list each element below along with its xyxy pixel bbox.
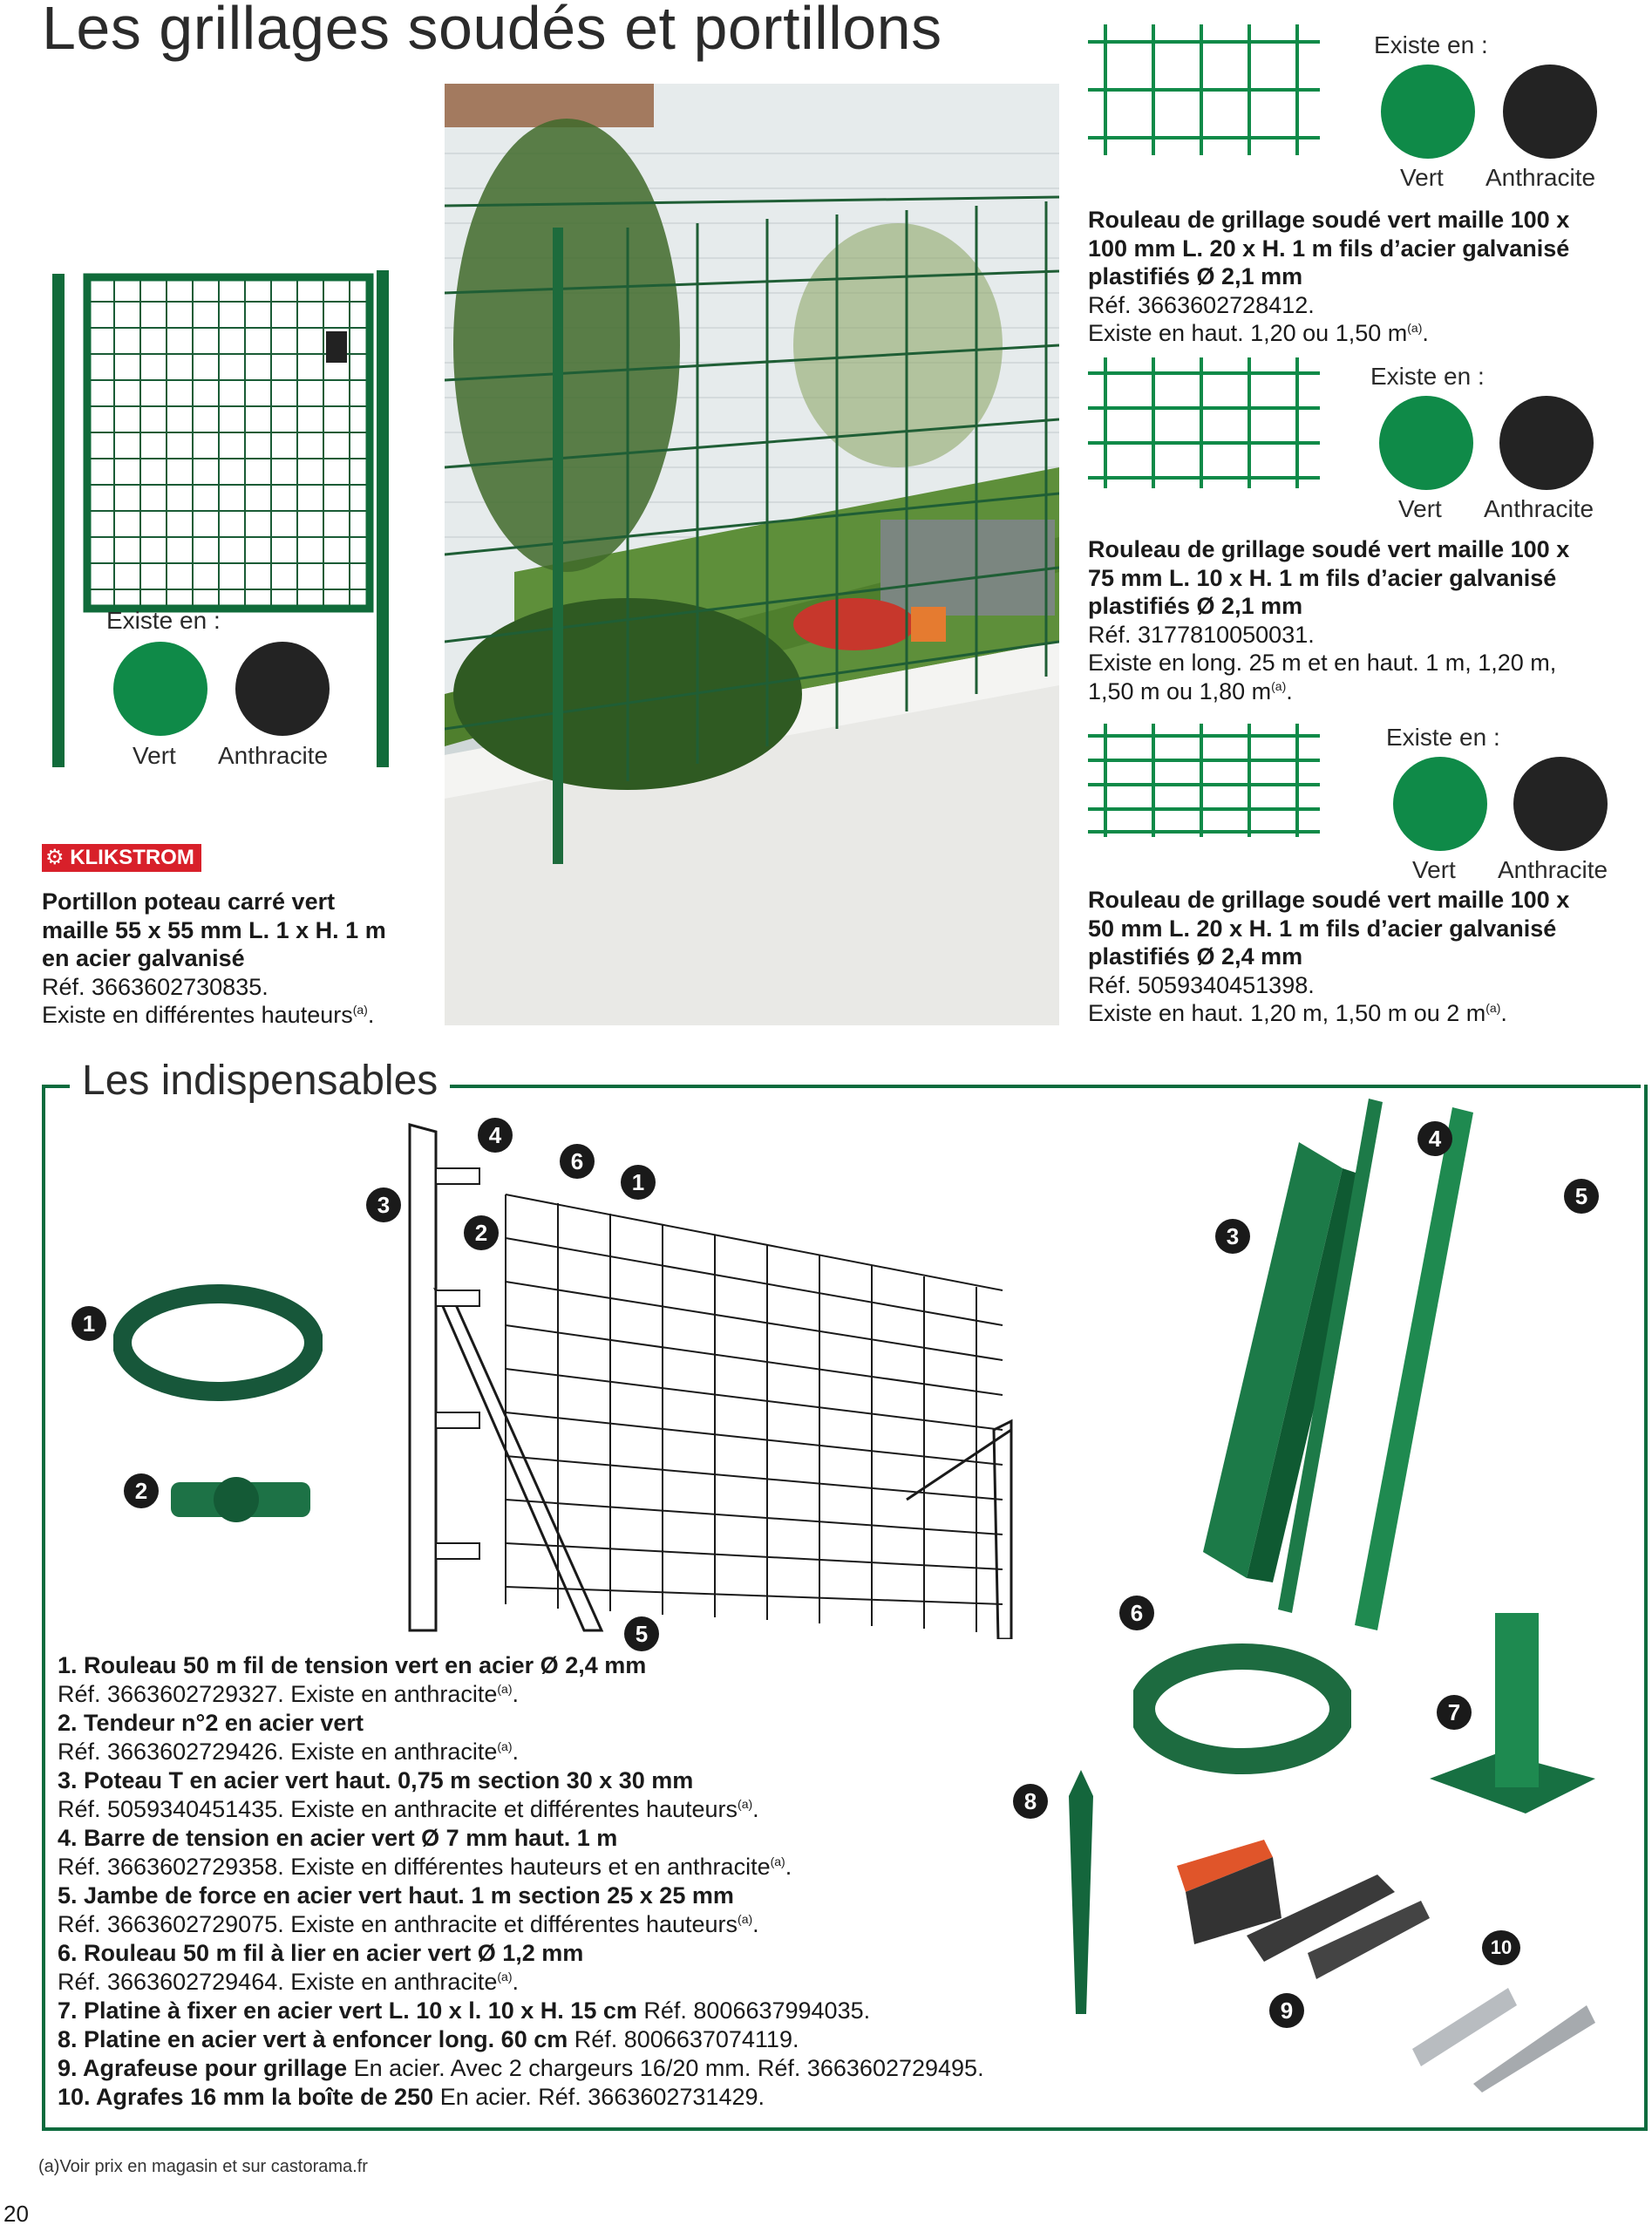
item-10-title: 10. Agrafes 16 mm la boîte de 250 [58,2084,434,2110]
badge-4-diagram: 4 [478,1118,513,1153]
gate-exists-label: Existe en : [106,607,221,634]
item-7-title: 7. Platine à fixer en acier vert L. 10 x l. 10 x H. 15 cm [58,1997,637,2024]
mesh2-line-3: plastifiés Ø 2,1 mm [1088,593,1303,619]
ground-spike-icon [1055,1770,1107,2014]
brand-icon: ⚙ [45,846,71,869]
mesh-100x100-icon [1088,24,1320,155]
footnote-mark: (a) [1271,678,1287,693]
mesh-100x50-icon [1088,724,1320,837]
mesh3-note: Existe en haut. 1,20 m, 1,50 m ou 2 m [1088,1000,1486,1026]
badge-1-diagram: 1 [621,1165,656,1200]
footnote-mark: (a) [352,1003,368,1017]
badge-9-product: 9 [1269,1993,1304,2028]
footnote-mark: (a) [738,1797,753,1811]
stapler-image [1168,1822,1430,1992]
item-7-ref: Réf. 8006637994035. [636,1997,871,2024]
badge-3-diagram: 3 [366,1187,401,1222]
item-9-title: 9. Agrafeuse pour grillage [58,2055,348,2081]
item-6-ref: Réf. 3663602729464. Existe en anthracite [58,1969,498,1995]
footnote-mark: (a) [497,1682,513,1696]
item-4-title: 4. Barre de tension en acier vert Ø 7 mm haut. 1 m [58,1825,618,1851]
footnote-mark: (a) [738,1912,753,1926]
mesh-sample-2 [1088,357,1320,493]
binding-wire-coil-icon [1133,1639,1351,1779]
mesh3-description: Rouleau de grillage soudé vert maille 100 x 50 mm L. 20 x H. 1 m fils d’acier galvanisé plastifiés Ø 2,4 mm Réf. 5059340451398. Existe en haut. 1,20 m, 1,50 m ou 2 $m^{(a)}$. [1088,886,1628,1028]
footnote: (a)Voir prix en magasin et sur castorama.fr [38,2157,368,2176]
mesh-100x75-icon [1088,357,1320,488]
gate-note: Existe en différentes hauteurs [42,1002,353,1028]
mesh3-line-3: plastifiés Ø 2,4 mm [1088,943,1303,970]
staples-icon [1412,1970,1630,2092]
mesh1-anthracite-swatch[interactable] [1503,65,1597,159]
mesh2-anthracite-swatch[interactable] [1499,396,1594,490]
gate-line-2: maille 55 x 55 mm L. 1 x H. 1 m [42,916,386,943]
tensioner-icon [162,1456,319,1543]
gate-image [49,267,401,771]
mesh3-ref: Réf. 5059340451398. [1088,971,1315,998]
item-4-ref: Réf. 3663602729358. Existe en différentes hauteurs et en anthracite [58,1854,771,1880]
badge-6-diagram: 6 [560,1144,595,1179]
item-8-title: 8. Platine en acier vert à enfoncer long. 60 cm [58,2026,568,2052]
mesh2-exists-label: Existe en : [1370,363,1485,390]
item-3-ref: Réf. 5059340451435. Existe en anthracite et différentes hauteurs [58,1796,738,1822]
mesh2-line-2: 75 mm L. 10 x H. 1 m fils d’acier galvanisé [1088,564,1557,591]
mesh1-color-vert: Vert [1400,164,1444,191]
fence-assembly-illustration [375,1116,1046,1639]
fence-diagram [375,1116,1046,1643]
mesh1-description: Rouleau de grillage soudé vert maille 100 x 100 mm L. 20 x H. 1 m fils d’acier galvanisé plastifiés Ø 2,1 mm Réf. 3663602728412. Existe en haut. 1,20 ou 1,50 $m^{(a)}$. [1088,206,1628,348]
mesh1-line-3: plastifiés Ø 2,1 mm [1088,263,1303,289]
mesh3-color-vert: Vert [1412,856,1456,883]
badge-5-product: 5 [1564,1179,1599,1214]
mesh2-color-anthracite: Anthracite [1484,495,1594,522]
mesh1-exists-label: Existe en : [1374,31,1488,58]
accessories-list: 1. Rouleau 50 m fil de tension vert en acier Ø 2,4 mm Réf. 3663602729327. Existe en anthracite$^{(a)}$. 2. Tendeur n°2 en acier vert Réf. 3663602729426. Existe en anthracite$^{(a)}$. 3. Poteau T en acier vert haut. 0,75 m section 30 x 30 mm Réf. 5059340451435. Existe en anthracite et différentes hauteurs$^{(a)}$. 4. Barre de tension en acier vert Ø 7 mm haut. 1 m Réf. 3663602729358. Existe en différentes hauteurs et en anthracite$^{(a)}$. 5. Jambe de force en acier vert haut. 1 m section 25 x 25 mm Réf. 3663602729075. Existe en anthracite et différentes hauteurs$^{(a)}$. 6. Rouleau 50 m fil à lier en acier vert Ø 1,2 mm Réf. 3663602729464. Existe en anthracite$^{(a)}$. 7. Platine à fixer en acier vert L. 10 x l. 10 x H. 15 cm Réf. 8006637994035. 8. Platine en acier vert à enfoncer long. 60 cm Réf. 8006637074119. 9. Agrafeuse pour grillage En acier. Avec 2 chargeurs 16/20 mm. Réf. 3663602729495. 10. Agrafes 16 mm la boîte de 250 En acier. Réf. 3663602731429. [58,1652,984,2110]
badge-2-product: 2 [124,1473,159,1508]
mesh1-line-2: 100 mm L. 20 x H. 1 m fils d’acier galvanisé [1088,235,1570,262]
mesh3-color-anthracite: Anthracite [1498,856,1608,883]
wire-roll-image [113,1282,323,1408]
mesh3-exists-label: Existe en : [1386,724,1500,751]
badge-6-product: 6 [1119,1596,1154,1630]
section-title: Les indispensables [70,1057,450,1105]
brace-icon [1343,1099,1482,1639]
footnote-mark: (a) [497,1970,513,1984]
item-5-ref: Réf. 3663602729075. Existe en anthracite et différentes hauteurs [58,1911,738,1937]
gate-line-3: en acier galvanisé [42,945,245,971]
mesh3-green-swatch[interactable] [1393,757,1487,851]
badge-5-diagram: 5 [624,1616,659,1651]
footnote-mark: (a) [770,1854,785,1868]
item-2-title: 2. Tendeur n°2 en acier vert [58,1710,364,1736]
badge-8-product: 8 [1013,1784,1048,1819]
badge-3-product: 3 [1215,1219,1250,1254]
item-2-ref: Réf. 3663602729426. Existe en anthracite [58,1739,498,1765]
gate-line-1: Portillon poteau carré vert [42,888,336,915]
garden-fence-illustration [445,84,1059,1025]
page-number: 20 [3,2201,29,2227]
footnote-mark: (a) [1485,1001,1501,1015]
badge-1-product: 1 [71,1306,106,1341]
footnote-mark: (a) [1407,321,1423,335]
mesh2-green-swatch[interactable] [1379,396,1473,490]
mesh1-color-anthracite: Anthracite [1485,164,1596,191]
item-1-title: 1. Rouleau 50 m fil de tension vert en acier Ø 2,4 mm [58,1652,647,1678]
mesh-sample-1 [1088,24,1320,160]
mesh1-ref: Réf. 3663602728412. [1088,291,1315,318]
brand-name: KLIKSTROM [70,846,194,869]
badge-4-product: 4 [1417,1121,1452,1156]
badge-2-diagram: 2 [464,1215,499,1250]
mesh2-line-1: Rouleau de grillage soudé vert maille 100 x [1088,536,1570,562]
gate-ref: Réf. 3663602730835. [42,973,269,1000]
page-title: Les grillages soudés et portillons [42,0,942,62]
gate-illustration [49,267,401,771]
badge-10-product: 10 [1482,1930,1520,1965]
wire-coil-icon [113,1282,323,1404]
ground-spike-image [1055,1770,1107,2018]
mesh2-color-vert: Vert [1398,495,1442,522]
item-6-title: 6. Rouleau 50 m fil à lier en acier vert Ø 1,2 mm [58,1940,584,1966]
gate-green-swatch[interactable] [113,642,207,736]
garden-fence-photo [445,84,1059,1025]
gate-color-vert: Vert [133,742,176,769]
item-5-title: 5. Jambe de force en acier vert haut. 1 m section 25 x 25 mm [58,1882,734,1909]
mesh3-line-1: Rouleau de grillage soudé vert maille 100 x [1088,887,1570,913]
item-10-ref: En acier. Réf. 3663602731429. [433,2084,765,2110]
binding-wire-image [1133,1639,1351,1783]
tensioner-image [162,1456,319,1548]
mesh2-note-2: 1,50 m ou 1,80 m [1088,677,1272,704]
item-1-ref: Réf. 3663602729327. Existe en anthracite [58,1681,498,1707]
stapler-pliers-icon [1168,1822,1430,1988]
item-8-ref: Réf. 8006637074119. [568,2026,799,2052]
gate-color-anthracite: Anthracite [218,742,329,769]
mesh1-note: Existe en haut. 1,20 ou 1,50 m [1088,320,1408,346]
item-9-ref: En acier. Avec 2 chargeurs 16/20 mm. Réf. 3663602729495. [347,2055,984,2081]
gate-description: Portillon poteau carré vert maille 55 x 55 mm L. 1 x H. 1 m en acier galvanisé Réf. 3663602730835. Existe en différentes hauteurs$^{(a)}$. [42,888,425,1030]
brand-logo [42,844,201,872]
footnote-mark: (a) [497,1739,513,1753]
mesh1-green-swatch[interactable] [1381,65,1475,159]
item-3-title: 3. Poteau T en acier vert haut. 0,75 m section 30 x 30 mm [58,1767,694,1793]
mesh-sample-3 [1088,724,1320,841]
mesh2-ref: Réf. 3177810050031. [1088,621,1315,648]
mesh2-description: Rouleau de grillage soudé vert maille 100 x 75 mm L. 10 x H. 1 m fils d’acier galvanisé plastifiés Ø 2,1 mm Réf. 3177810050031. Existe en long. 25 m et en haut. 1 m, 1,20 m, 1,50 m ou 1,80 $m^{(a)}$. [1088,535,1628,705]
mesh2-note-1: Existe en long. 25 m et en haut. 1 m, 1,20 m, [1088,650,1557,676]
mesh1-line-1: Rouleau de grillage soudé vert maille 100 x [1088,207,1570,233]
mesh3-line-2: 50 mm L. 20 x H. 1 m fils d’acier galvanisé [1088,915,1557,942]
mesh3-anthracite-swatch[interactable] [1513,757,1608,851]
brace-image [1343,1099,1482,1643]
staples-image [1412,1970,1630,2097]
badge-7-product: 7 [1437,1695,1472,1730]
gate-anthracite-swatch[interactable] [235,642,330,736]
